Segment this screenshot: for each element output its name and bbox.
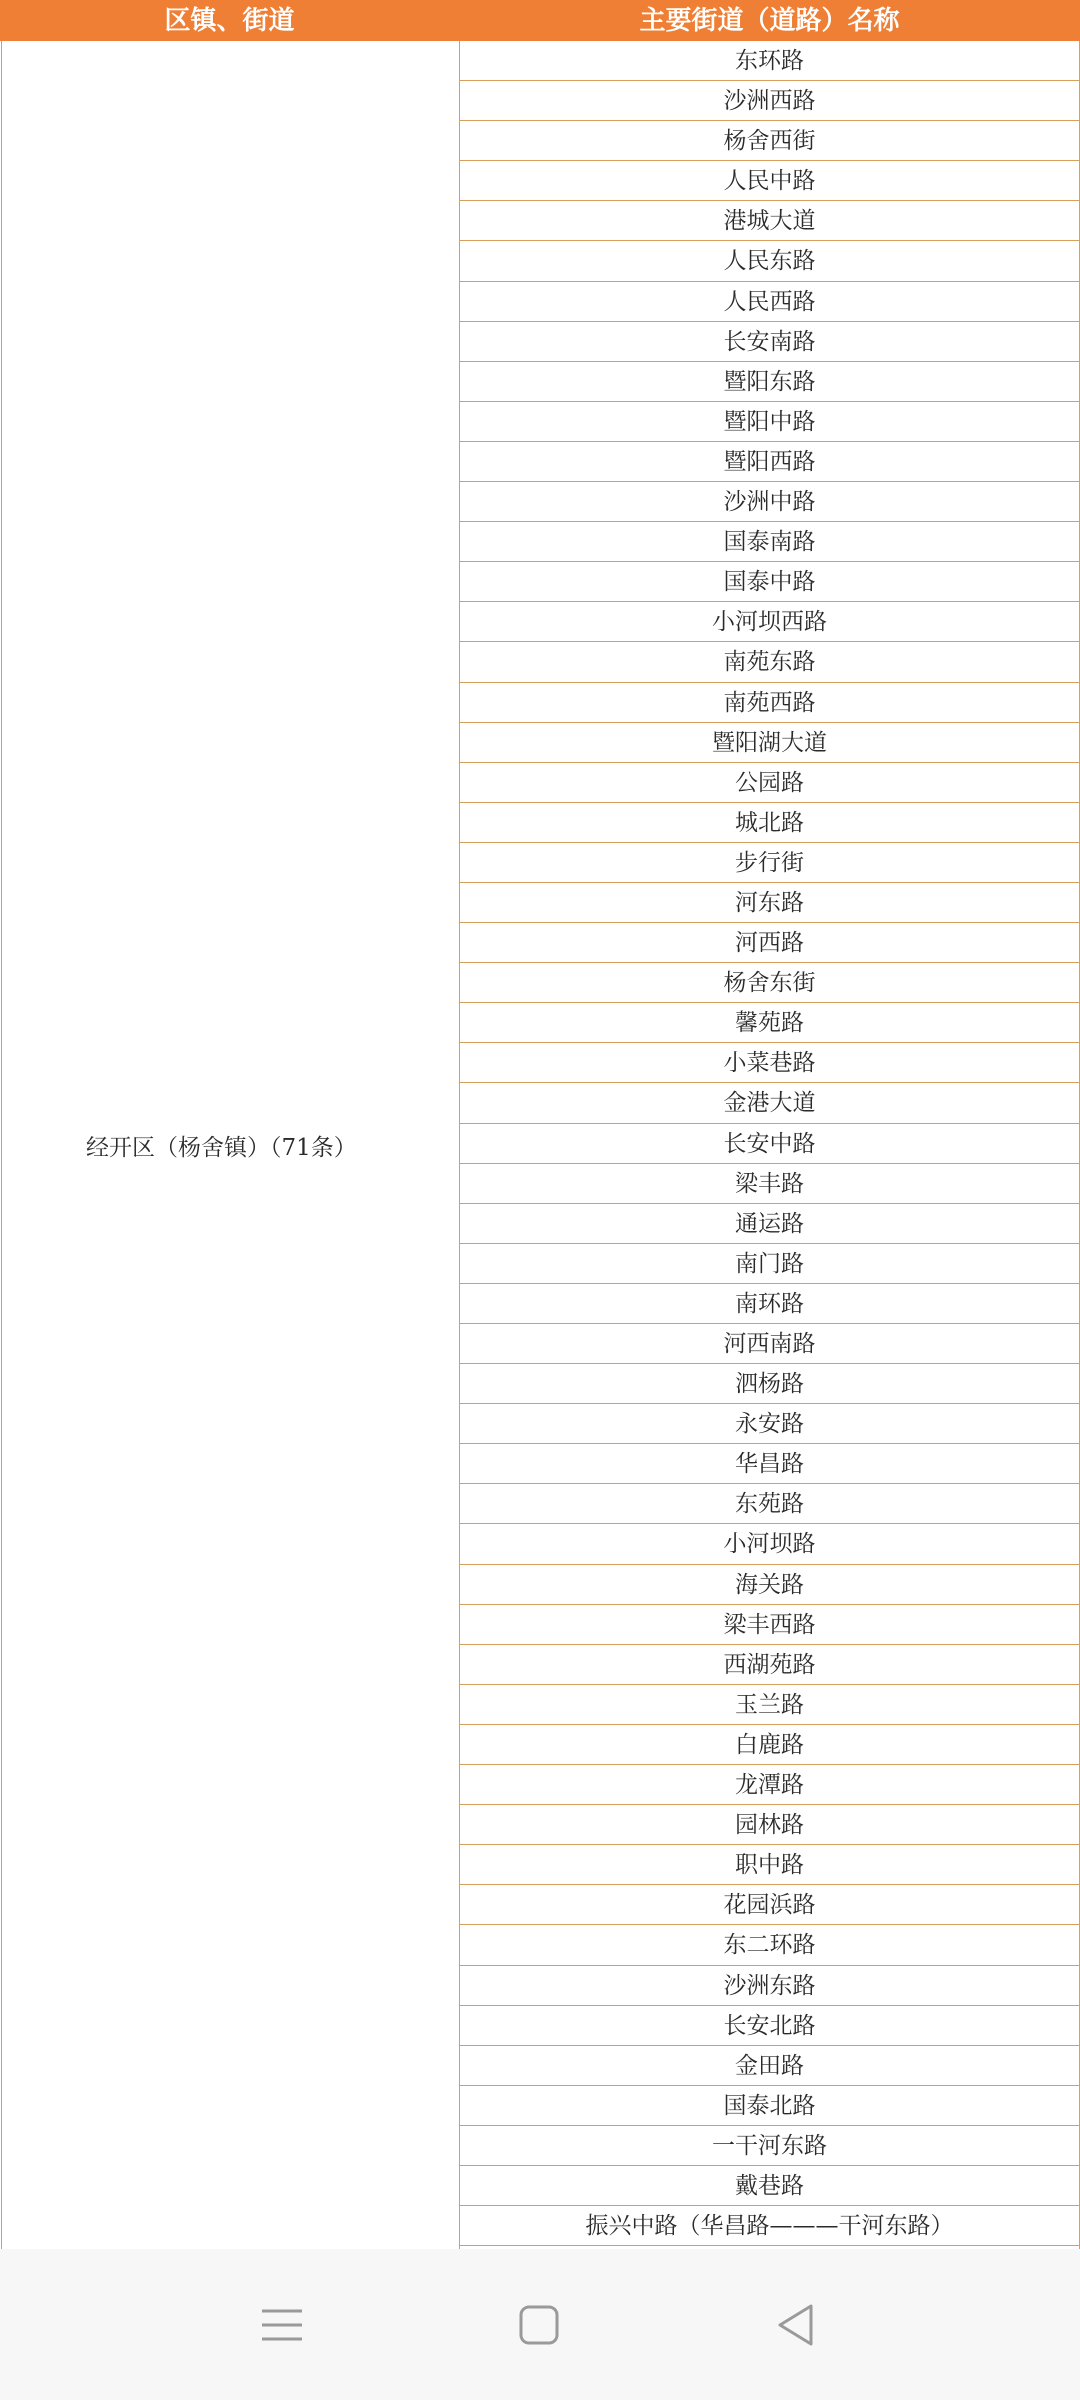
street-name-cell: 长安北路 xyxy=(460,2006,1079,2046)
street-name-cell: 国泰中路 xyxy=(460,562,1079,602)
home-button[interactable] xyxy=(479,2249,599,2400)
street-name-cell: 东苑路 xyxy=(460,1484,1079,1524)
street-name-cell: 长安中路 xyxy=(460,1124,1079,1164)
street-name-cell: 一干河东路 xyxy=(460,2126,1079,2166)
square-home-icon xyxy=(518,2304,560,2346)
street-name-cell: 长安南路 xyxy=(460,322,1079,362)
street-name-cell: 职中路 xyxy=(460,1845,1079,1885)
street-name-cell: 通运路 xyxy=(460,1204,1079,1244)
street-name-cell: 杨舍西街 xyxy=(460,121,1079,161)
street-name-cell: 龙潭路 xyxy=(460,1765,1079,1805)
street-name-cell: 西湖苑路 xyxy=(460,1645,1079,1685)
street-name-cell: 金田路 xyxy=(460,2046,1079,2086)
street-name-cell: 东环路 xyxy=(460,41,1079,81)
street-name-cell: 南苑东路 xyxy=(460,642,1079,682)
street-name-cell: 城北路 xyxy=(460,803,1079,843)
street-name-cell: 南环路 xyxy=(460,1284,1079,1324)
street-name-cell: 园林路 xyxy=(460,1805,1079,1845)
street-name-cell: 国泰南路 xyxy=(460,522,1079,562)
street-name-cell: 港城大道 xyxy=(460,201,1079,241)
street-name-cell: 暨阳湖大道 xyxy=(460,723,1079,763)
street-name-cell: 小河坝路 xyxy=(460,1524,1079,1564)
street-name-cell: 玉兰路 xyxy=(460,1685,1079,1725)
street-name-cell: 金港大道 xyxy=(460,1083,1079,1123)
table-header-row xyxy=(0,0,1080,41)
street-name-cell: 永安路 xyxy=(460,1404,1079,1444)
street-name-cell: 梁丰西路 xyxy=(460,1605,1079,1645)
street-name-cell: 振兴中路（华昌路———干河东路） xyxy=(460,2206,1079,2246)
back-button[interactable] xyxy=(736,2249,856,2400)
recent-apps-button[interactable] xyxy=(222,2249,342,2400)
system-navigation-bar xyxy=(0,2249,1080,2400)
street-name-cell: 馨苑路 xyxy=(460,1003,1079,1043)
street-name-cell: 戴巷路 xyxy=(460,2166,1079,2206)
street-name-cell: 沙洲西路 xyxy=(460,81,1079,121)
street-name-cell: 人民中路 xyxy=(460,161,1079,201)
street-name-cell: 河西南路 xyxy=(460,1324,1079,1364)
street-name-cell: 人民西路 xyxy=(460,282,1079,322)
street-name-cell: 花园浜路 xyxy=(460,1885,1079,1925)
district-label: 经开区（杨舍镇）（71条） xyxy=(86,1134,357,1161)
column-header-street-name: 主要街道（道路）名称 xyxy=(639,6,900,36)
column-header-district: 区镇、街道 xyxy=(164,6,295,36)
street-name-cell: 步行街 xyxy=(460,843,1079,883)
street-name-cell: 东二环路 xyxy=(460,1925,1079,1965)
street-name-cell: 沙洲中路 xyxy=(460,482,1079,522)
street-name-cell: 泗杨路 xyxy=(460,1364,1079,1404)
street-name-cell: 梁丰路 xyxy=(460,1164,1079,1204)
street-name-cell: 人民东路 xyxy=(460,241,1079,281)
street-name-column xyxy=(459,41,1080,2249)
street-name-cell: 暨阳西路 xyxy=(460,442,1079,482)
street-name-cell: 南苑西路 xyxy=(460,683,1079,723)
street-name-cell: 沙洲东路 xyxy=(460,1966,1079,2006)
menu-lines-icon xyxy=(260,2307,304,2343)
street-name-cell: 杨舍东街 xyxy=(460,963,1079,1003)
street-name-cell: 公园路 xyxy=(460,763,1079,803)
street-name-cell: 小河坝西路 xyxy=(460,602,1079,642)
street-name-cell: 白鹿路 xyxy=(460,1725,1079,1765)
triangle-back-icon xyxy=(775,2302,817,2348)
street-name-cell: 暨阳中路 xyxy=(460,402,1079,442)
street-name-cell: 河东路 xyxy=(460,883,1079,923)
street-name-cell: 小菜巷路 xyxy=(460,1043,1079,1083)
district-cell xyxy=(1,41,459,2249)
street-name-cell: 国泰北路 xyxy=(460,2086,1079,2126)
street-name-cell: 暨阳东路 xyxy=(460,362,1079,402)
street-name-cell: 南门路 xyxy=(460,1244,1079,1284)
street-name-cell: 华昌路 xyxy=(460,1444,1079,1484)
street-name-cell: 河西路 xyxy=(460,923,1079,963)
street-name-cell: 海关路 xyxy=(460,1565,1079,1605)
